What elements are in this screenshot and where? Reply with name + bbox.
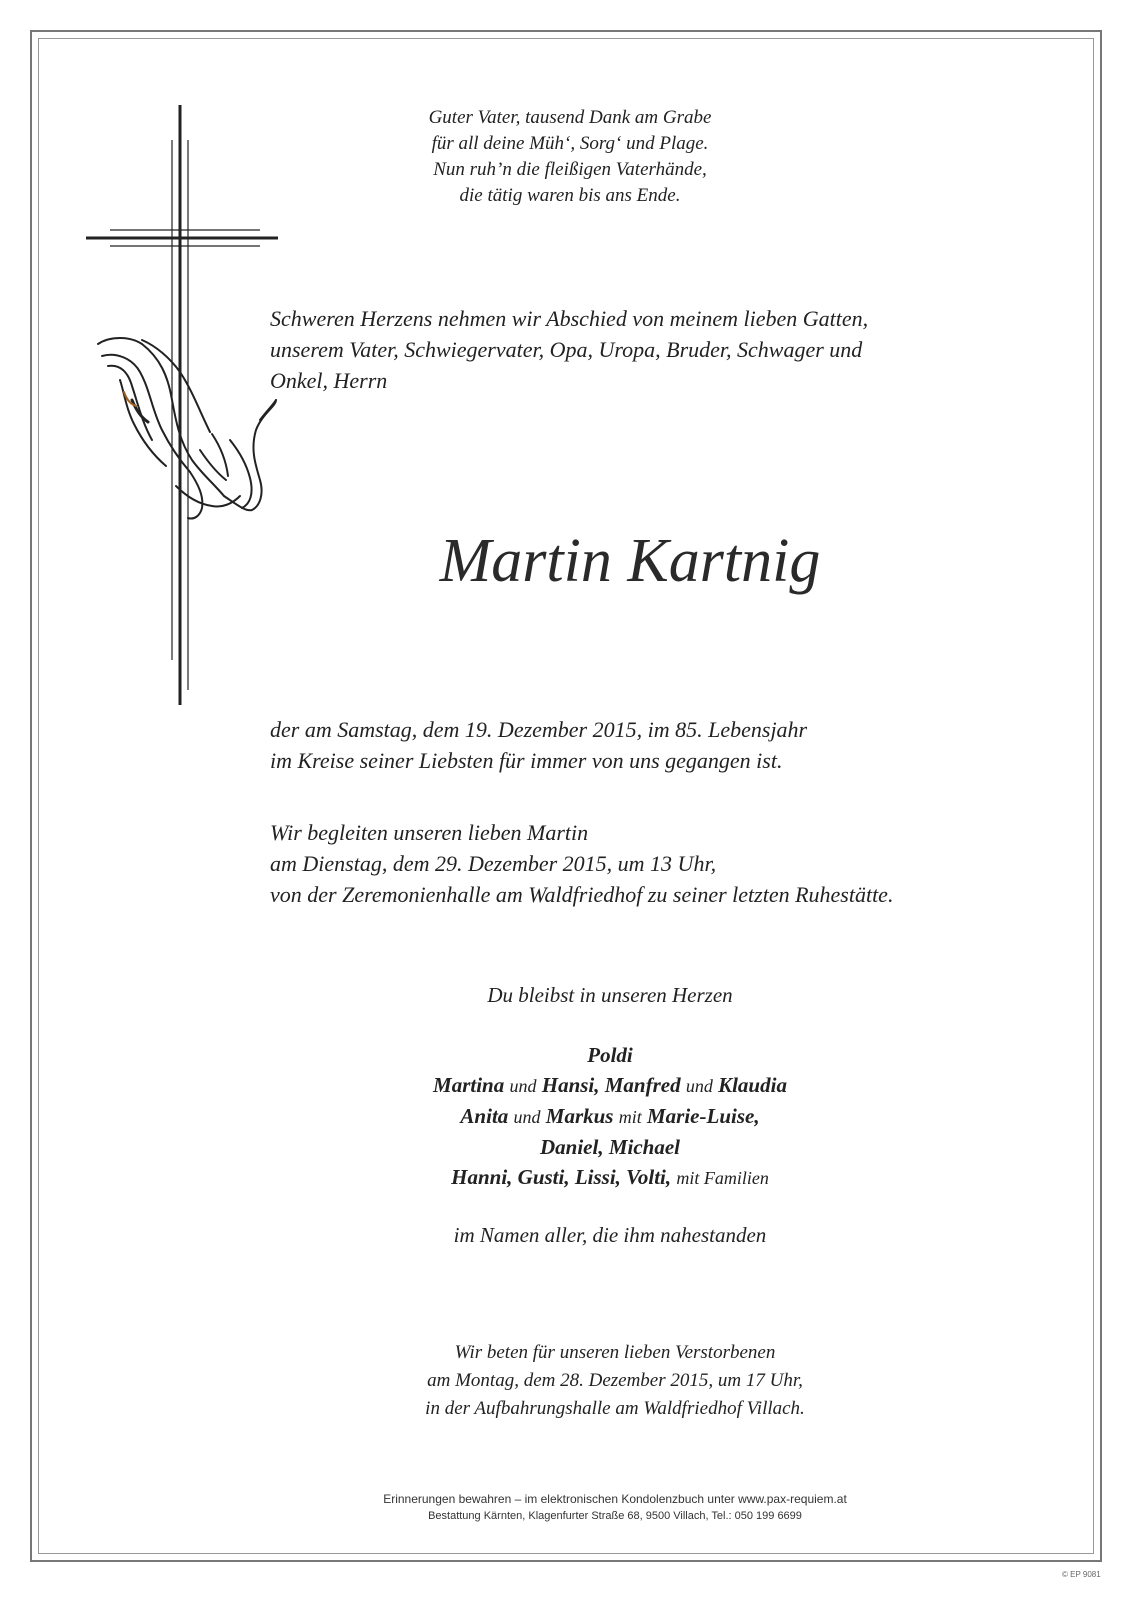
intro-line: Onkel, Herrn: [270, 368, 388, 393]
memorial-poem: [370, 105, 770, 209]
poem-line: die tätig waren bis ans Ende.: [459, 185, 681, 206]
mourner-line: Daniel, Michael: [540, 1135, 680, 1159]
death-notice: [270, 714, 970, 776]
death-line: im Kreise seiner Liebsten für immer von uns gegangen ist.: [270, 748, 783, 773]
prayer-notice: [370, 1339, 860, 1423]
prayer-line: am Montag, dem 28. Dezember 2015, um 17 Uhr,: [427, 1370, 803, 1391]
praying-hands-icon: [98, 338, 276, 519]
herzen-line: Du bleibst in unseren Herzen: [487, 983, 733, 1007]
poem-line: Guter Vater, tausend Dank am Grabe: [428, 107, 712, 128]
mourner-line: Poldi: [587, 1043, 633, 1067]
funeral-notice: [270, 817, 990, 910]
funeral-line: am Dienstag, dem 29. Dezember 2015, um 13 Uhr,: [270, 851, 717, 876]
mourner-line: Martina und Hansi, Manfred und Klaudia: [433, 1073, 787, 1097]
intro-line: Schweren Herzens nehmen wir Abschied von meinem lieben Gatten,: [270, 306, 869, 331]
poem-line: für all deine Müh‘, Sorg‘ und Plage.: [431, 133, 709, 154]
mourner-line: Hanni, Gusti, Lissi, Volti, mit Familien: [451, 1165, 769, 1189]
intro-line: unserem Vater, Schwiegervater, Opa, Uropa, Bruder, Schwager und: [270, 337, 863, 362]
cross-icon: [80, 100, 290, 710]
mourner-line: Anita und Markus mit Marie-Luise,: [460, 1104, 760, 1128]
funeral-line: von der Zeremonienhalle am Waldfriedhof zu seiner letzten Ruhestätte.: [270, 882, 894, 907]
prayer-line: in der Aufbahrungshalle am Waldfriedhof Villach.: [425, 1398, 805, 1419]
death-line: der am Samstag, dem 19. Dezember 2015, im 85. Lebensjahr: [270, 717, 808, 742]
mourners-list: [300, 1040, 920, 1193]
intro-text: [270, 303, 970, 396]
deceased-name: Martin Kartnig: [439, 527, 821, 595]
prayer-line: Wir beten für unseren lieben Verstorbenen: [454, 1342, 776, 1363]
namen-line: im Namen aller, die ihm nahestanden: [453, 1223, 767, 1247]
document-code: © EP 9081: [1062, 1570, 1101, 1579]
funeral-line: Wir begleiten unseren lieben Martin: [270, 820, 589, 845]
footer-condolence: Erinnerungen bewahren – im elektronischen Kondolenzbuch unter www.pax-requiem.at: [383, 1492, 847, 1506]
footer-address: Bestattung Kärnten, Klagenfurter Straße 68, 9500 Villach, Tel.: 050 199 6699: [428, 1510, 802, 1522]
poem-line: Nun ruh’n die fleißigen Vaterhände,: [433, 159, 707, 180]
